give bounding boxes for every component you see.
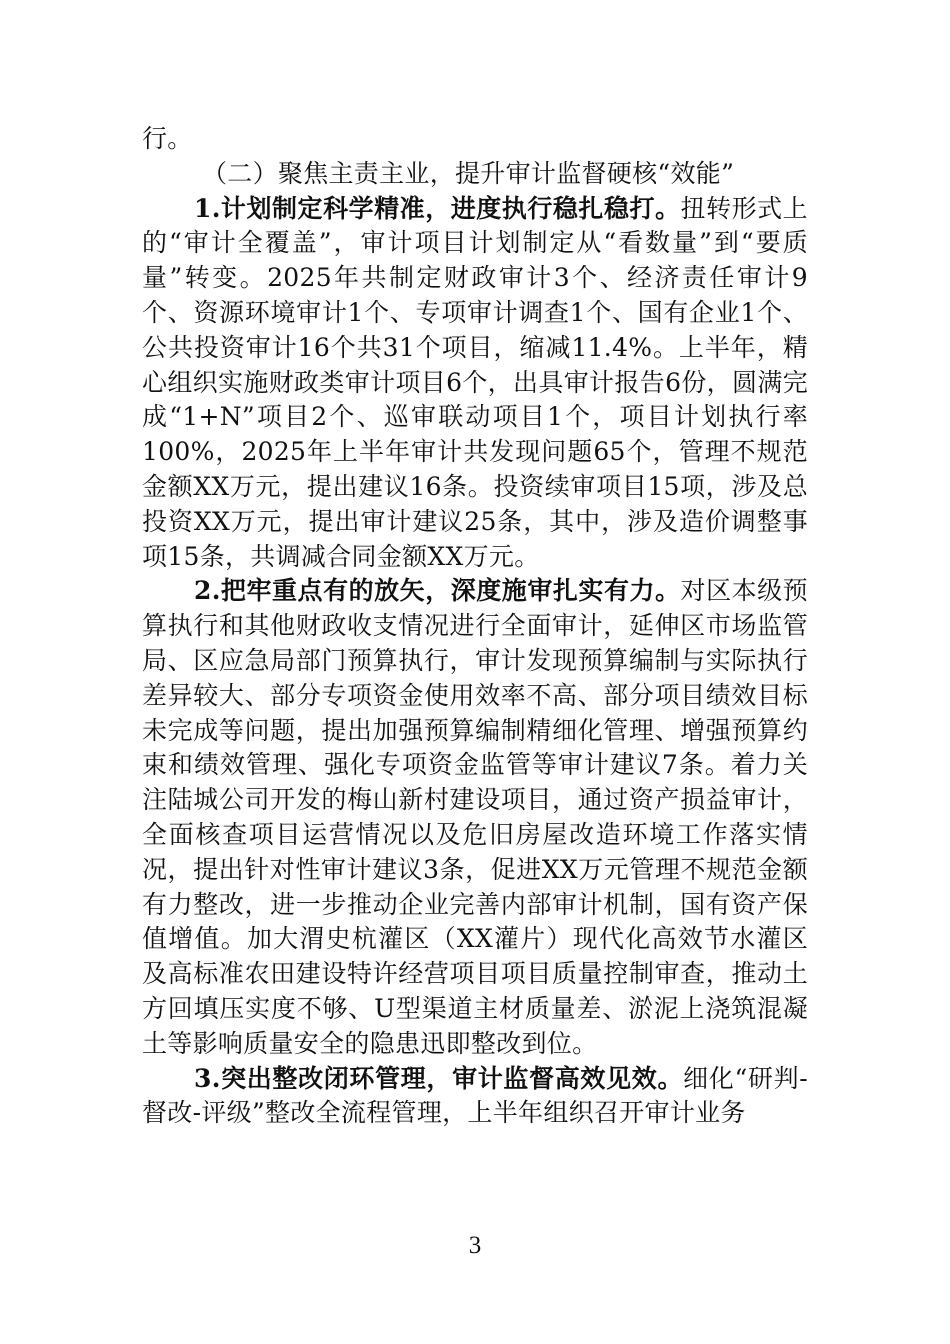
paragraph-3 — [142, 1062, 808, 1132]
section-heading: （二）聚焦主责主业，提升审计监督硬核“效能” — [202, 158, 735, 188]
document-page — [142, 122, 808, 1131]
paragraph-1-lead: 1.计划制定科学精准，进度执行稳扎稳打。 — [194, 193, 681, 223]
paragraph-1 — [142, 192, 808, 575]
paragraph-2-body: 对区本级预算执行和其他财政收支情况进行全面审计，延伸区市场监管局、区应急局部门预算执行，审计发现预算编制与实际执行差异较大、部分专项资金使用效率不高、部分项目绩效目标未完成等问题，提出加强预算编制精细化管理、增强预算约束和绩效管理、强化专项资金监管等审计建议7条。着力关注陆城公司开发的梅山新村建设项目，通过资产损益审计，全面核查项目运营情况以及危旧房屋改造环境工作落实情况，提出针对性审计建议3条，促进XX万元管理不规范金额有力整改，进一步推动企业完善内部审计机制，国有资产保值增值。加大渭史杭灌区（XX灌片）现代化高效节水灌区及高标准农田建设特许经营项目项目质量控制审查，推动土方回填压实度不够、U型渠道主材质量差、淤泥上浇筑混凝土等影响质量安全的隐患迅即整改到位。 — [142, 576, 808, 1058]
continuation-text: 行。 — [142, 124, 193, 153]
paragraph-2-lead: 2.把牢重点有的放矢，深度施审扎实有力。 — [194, 576, 681, 606]
page-number: 3 — [468, 1232, 482, 1259]
paragraph-2 — [142, 574, 808, 1061]
paragraph-3-lead: 3.突出整改闭环管理，审计监督高效见效。 — [194, 1063, 684, 1093]
paragraph-1-body: 扭转形式上的“审计全覆盖”，审计项目计划制定从“看数量”到“要质量”转变。2025年共制定财政审计3个、经济责任审计9个、资源环境审计1个、专项审计调查1个、国有企业1个、公共投资审计16个共31个项目，缩减11.4%。上半年，精心组织实施财政类审计项目6个，出具审计报告6份，圆满完成“1+N”项目2个、巡审联动项目1个，项目计划执行率100%，2025年上半年审计共发现问题65个，管理不规范金额XX万元，提出建议16条。投资续审项目15项，涉及总投资XX万元，提出审计建议25条，其中，涉及造价调整事项15条，共调减合同金额XX万元。 — [142, 193, 808, 571]
paragraph-3-body: 细化“研判-督改-评级”整改全流程管理，上半年组织召开审计业务 — [142, 1063, 808, 1128]
